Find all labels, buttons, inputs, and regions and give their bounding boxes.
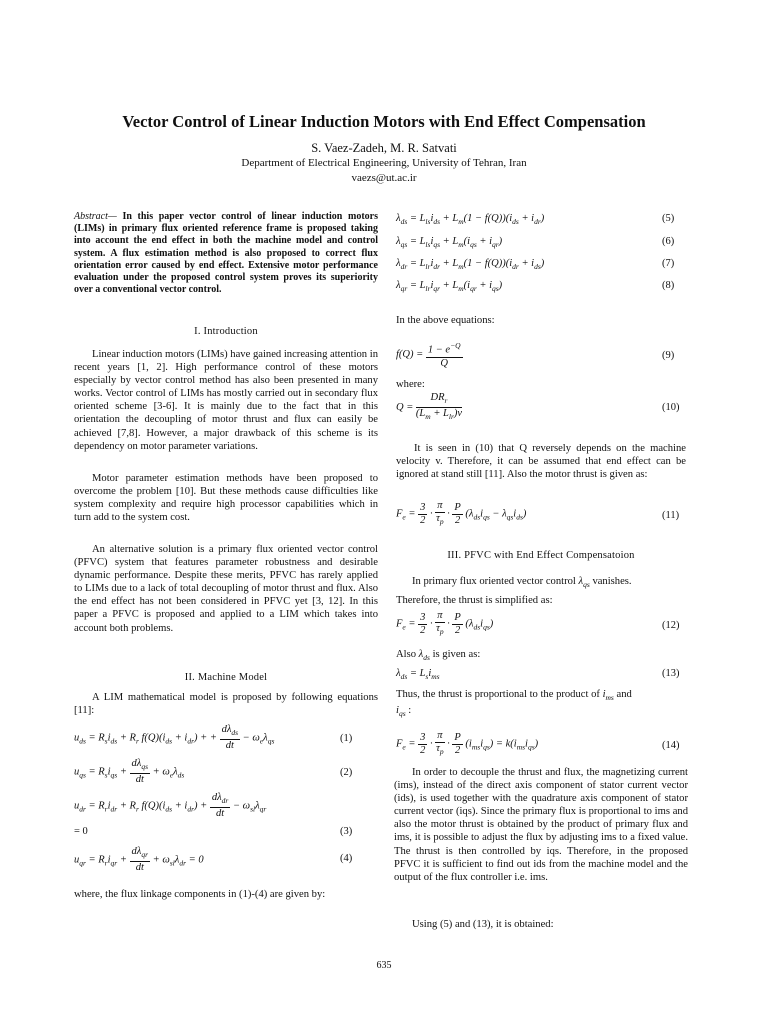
equation-12: $F_e$ = $\frac{3}{2}$ · $\frac{\pi}{\tau_p}$ · $\frac{P}{2}$ $(\lambda_{ds}i_{qs})$ — [396, 610, 494, 637]
equation-4: $u_{qr} = R_ri_{qr}$ + $\frac{d\lambda_{qr}}{dt}$ + $\omega_{sl}\lambda_{dr} = 0$ — [74, 846, 204, 874]
equation-number-8: (8) — [662, 280, 675, 291]
pfvc-paragraph-1-start: In primary flux oriented vector control — [412, 576, 576, 587]
velocity-paragraph: It is seen in (10) that Q reversely depends on the machine velocity v. Therefore, it can be assumed that end effect can be ignored at stand still [11]. Also the motor thrust is given as: — [396, 443, 686, 481]
thus-text: Thus, the thrust is proportional to the product of $i_{ms}$ and $i_{qs}$ : — [396, 689, 632, 719]
thrust-simplified-text: Therefore, the thrust is simplified as: — [396, 595, 553, 606]
equation-number-7: (7) — [662, 258, 675, 269]
section-heading-model: II. Machine Model — [184, 672, 268, 683]
affiliation: Department of Electrical Engineering, University of Tehran, Iran — [241, 157, 527, 169]
equation-number-4: (4) — [340, 853, 353, 864]
section-heading-pfvc: III. PFVC with End Effect Compensatoion — [447, 550, 635, 561]
abstract-body: In this paper vector control of linear induction motors (LIMs) in primary flux oriented reference frame is proposed taking into account the end effect in both the machine model and control system. A flux estimation method is also proposed to correct flux orientation error caused by end effect. Extensive motor performance evaluation under the proposed control system proves its superiority over a conventional vector control. — [74, 211, 379, 296]
equation-number-11: (11) — [662, 510, 680, 521]
equation-number-13: (13) — [662, 668, 680, 679]
equation-number-6: (6) — [662, 236, 675, 247]
equation-1: $u_{ds} = R_si_{ds} + R_r$ $f(Q)(i_{ds} + i_{dr})$ + + $\frac{d\lambda_{ds}}{dt}$ − $\omega_e\lambda_{qs}$ — [74, 724, 275, 752]
equation-number-5: (5) — [662, 213, 675, 224]
equation-number-14: (14) — [662, 740, 680, 751]
equation-number-12: (12) — [662, 620, 680, 631]
authors: S. Vaez-Zadeh, M. R. Satvati — [311, 141, 457, 155]
equation-3-rhs: = 0 — [74, 826, 88, 837]
intro-paragraph-3: An alternative solution is a primary flux oriented vector control (PFVC) system that features parameter robustness and desirable dynamic performance. Despite these merits, PFVC has rarely applied to LIMs due to a lack of total decoupling of motor thrust and flux. Also the end effect has not been considered in PFVC yet [3, 12]. In this paper a PFVC is proposed and applied to a LIM which takes into account both problems. — [74, 544, 378, 634]
using-text: Using (5) and (13), it is obtained: — [412, 919, 554, 930]
thus-text-end: and — [616, 689, 632, 700]
abstract — [74, 211, 378, 296]
email: vaezs@ut.ac.ir — [351, 172, 417, 184]
intro-paragraph-2: Motor parameter estimation methods have been proposed to overcome the problem [10]. But these methods cause difficulties like system complexity and require high processor capabilities which in turn add to the system cost. — [74, 473, 378, 524]
also-text-start: Also — [396, 649, 417, 660]
decoupling-paragraph: In order to decouple the thrust and flux, the magnetizing current (ims), instead of the direct axis component of stator current vector (ids), is used together with the quadrature axis component of stator current vector (iqs). Since the primary flux is proportional to ims and also the motor thrust is obtained by the product of primary flux and ims, it is possible to adjust the flux by adjusting ims to a fixed value. The thrust is then controlled by iqs. Therefore, in the proposed PFVC it is sufficient to find out ids from the machine model and the output of the flux controller i.e. ims. — [394, 767, 688, 883]
where-text: where: — [396, 379, 425, 390]
also-text-end: is given as: — [432, 649, 481, 660]
equation-9: f(Q) = $\frac{1 - e^{-Q}}{Q}$ — [396, 341, 461, 369]
pfvc-paragraph-1-end: vanishes. — [592, 576, 632, 587]
paper-title: Vector Control of Linear Induction Motors with End Effect Compensation — [122, 112, 646, 131]
equation-13: $\lambda_{ds} = L_si_{ms}$ — [396, 668, 440, 682]
also-text: Also $\lambda_{ds}$ is given as: — [396, 649, 481, 663]
intro-paragraph-1: Linear induction motors (LIMs) have gained increasing attention in recent years [1, 2]. High performance control of these motors especially by vector control method has also been presented in many works. Vector control of LIMs has mostly carried out in secondary flux oriented scheme [3-6]. It is mainly due to the fact that in this orientation the decoupling of motor thrust and flux can easily be achieved [7,8]. However, a major drawback of this scheme is its dependency on motor parameter variations. — [74, 349, 378, 452]
equation-3: $u_{dr} = R_ri_{dr} + R_r$ $f(Q)(i_{ds} + i_{dr})$ + $\frac{d\lambda_{dr}}{dt}$ − $\omega_{sl}\lambda_{qr}$ — [74, 792, 267, 820]
equation-7: $\lambda_{dr} = L_{lr}i_{dr} + L_m(1 - f(Q))(i_{dr} + i_{ds})$ — [396, 258, 545, 272]
section-heading-intro: I. Introduction — [194, 326, 258, 337]
equation-number-10: (10) — [662, 402, 680, 413]
pfvc-paragraph-1: In primary flux oriented vector control $\lambda_{qs}$ vanishes. — [412, 576, 632, 590]
equation-10: Q = $\frac{DR_r}{(L_m + L_{lr})v}$ — [396, 392, 463, 422]
equation-6: $\lambda_{qs} = L_{ls}i_{qs} + L_m(i_{qs} + i_{qr})$ — [396, 236, 503, 250]
equation-number-1: (1) — [340, 733, 353, 744]
page-number: 635 — [376, 960, 392, 971]
equation-5: $\lambda_{ds} = L_{ls}i_{ds} + L_m(1 - f(Q))(i_{ds} + i_{dr})$ — [396, 213, 545, 227]
equation-number-2: (2) — [340, 767, 353, 778]
thus-text-start: Thus, the thrust is proportional to the product of — [396, 689, 600, 700]
above-equations-text: In the above equations: — [396, 315, 495, 326]
equation-2: $u_{qs} = R_si_{qs}$ + $\frac{d\lambda_{qs}}{dt}$ + $\omega_e\lambda_{ds}$ — [74, 758, 185, 786]
flux-linkage-intro: where, the flux linkage components in (1)-(4) are given by: — [74, 889, 326, 900]
equation-number-3: (3) — [340, 826, 353, 837]
equation-11: $F_e$ = $\frac{3}{2}$ · $\frac{\pi}{\tau_p}$ · $\frac{P}{2}$ $(\lambda_{ds}i_{qs} - \lambda_{qs}i_{ds})$ — [396, 500, 527, 527]
model-intro: A LIM mathematical model is proposed by following equations [11]: — [74, 692, 378, 717]
equation-14: $F_e$ = $\frac{3}{2}$ · $\frac{\pi}{\tau_p}$ · $\frac{P}{2}$ $(i_{ms}i_{qs}) = k(i_{ms}i_{qs})$ — [396, 730, 539, 757]
equation-number-9: (9) — [662, 350, 675, 361]
abstract-lead: Abstract— — [74, 211, 117, 222]
equation-8: $\lambda_{qr} = L_{lr}i_{qr} + L_m(i_{qr} + i_{qs})$ — [396, 280, 503, 294]
